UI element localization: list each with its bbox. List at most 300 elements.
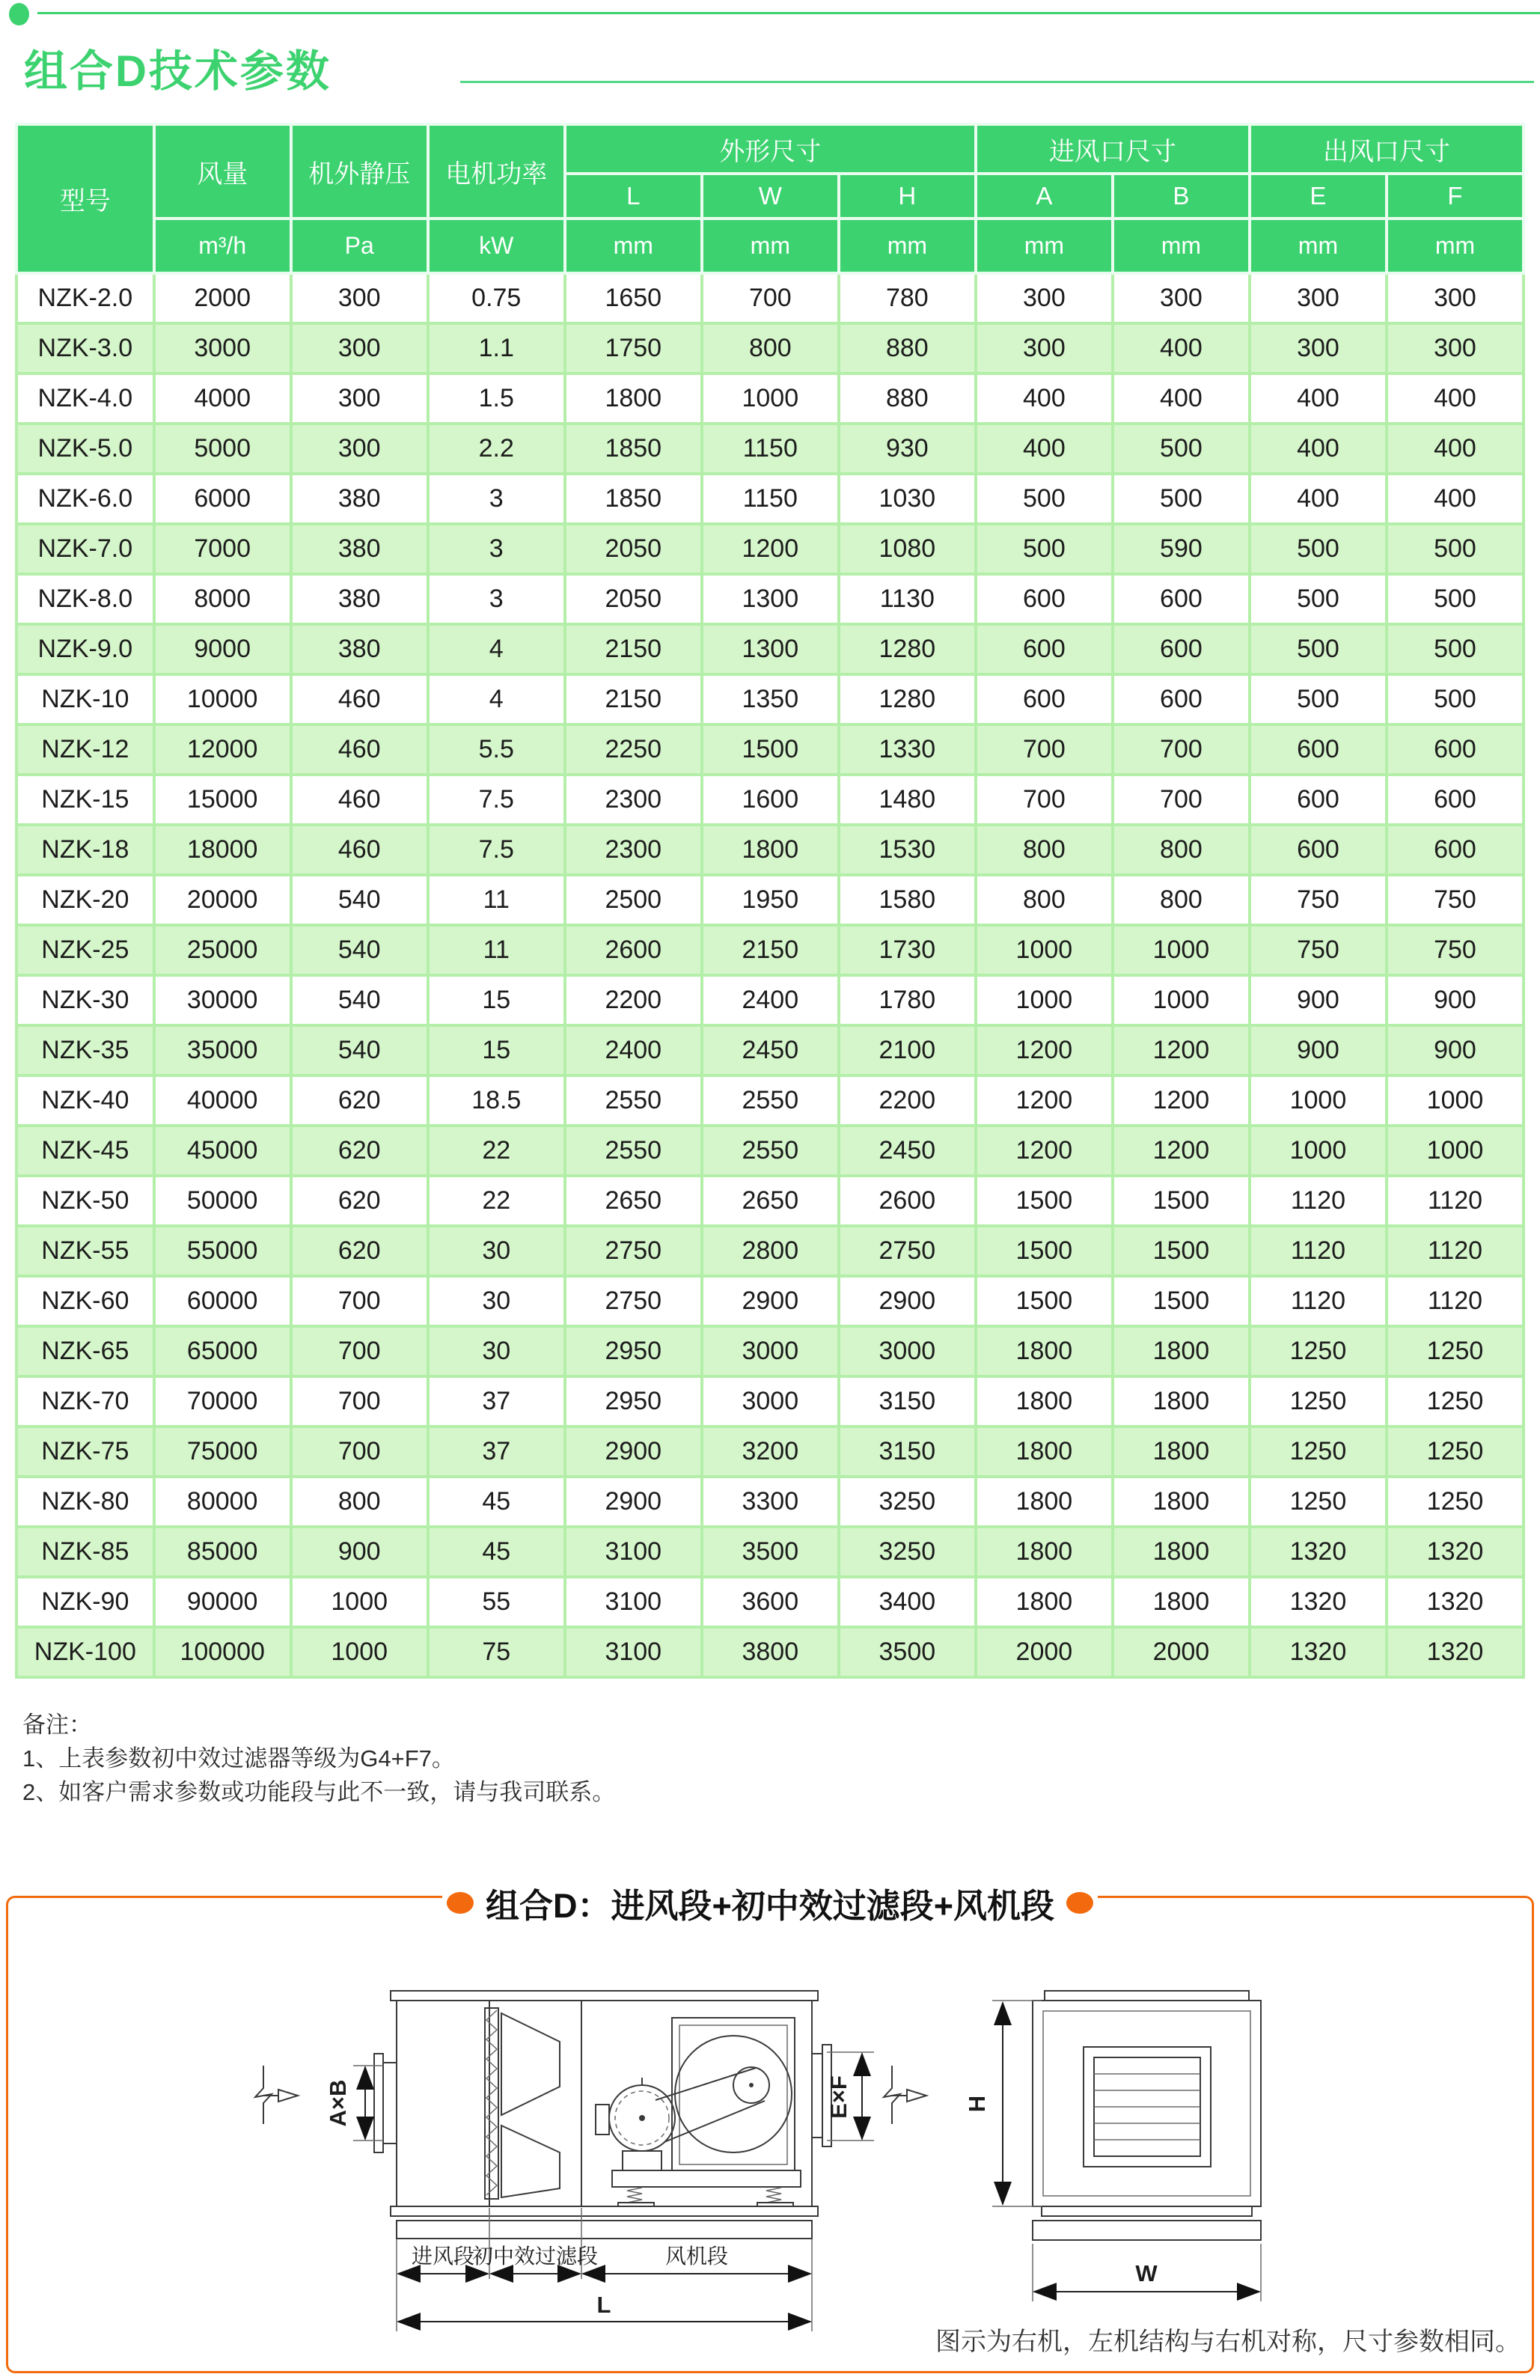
value-cell: 3500 [839, 1627, 976, 1677]
value-cell: 55000 [154, 1226, 291, 1276]
table-row [16, 574, 1524, 624]
value-cell: 3000 [839, 1326, 976, 1376]
value-cell: 900 [1250, 1025, 1387, 1075]
note-item: 2、如客户需求参数或功能段与此不一致，请与我司联系。 [22, 1779, 616, 1805]
value-cell: 1320 [1387, 1527, 1524, 1577]
value-cell: 2550 [702, 1126, 839, 1176]
value-cell: 700 [291, 1427, 428, 1477]
top-accent-dot [9, 3, 29, 25]
value-cell: 10000 [154, 674, 291, 724]
value-cell: 600 [1387, 724, 1524, 775]
value-cell: 1800 [976, 1577, 1113, 1627]
value-cell: 600 [1250, 775, 1387, 825]
spec-table [15, 123, 1525, 1679]
header-col-F: F [1387, 174, 1524, 219]
table-header [16, 124, 1524, 273]
value-cell: 7.5 [428, 775, 565, 825]
value-cell: 1500 [702, 724, 839, 775]
value-cell: 300 [1387, 323, 1524, 373]
value-cell: 2.2 [428, 424, 565, 474]
value-cell: 1800 [1113, 1326, 1250, 1376]
value-cell: 1500 [1113, 1276, 1250, 1326]
value-cell: 2950 [565, 1376, 702, 1427]
value-cell: 800 [1113, 825, 1250, 875]
value-cell: 1800 [1113, 1427, 1250, 1477]
value-cell: 3400 [839, 1577, 976, 1627]
value-cell: 1350 [702, 674, 839, 724]
value-cell: 620 [291, 1075, 428, 1126]
value-cell: 3000 [154, 323, 291, 373]
table-row [16, 975, 1524, 1025]
value-cell: 1200 [1113, 1025, 1250, 1075]
section-label-fan: 风机段 [664, 2245, 729, 2268]
model-cell: NZK-75 [16, 1427, 154, 1477]
value-cell: 2500 [565, 875, 702, 925]
value-cell: 2300 [565, 825, 702, 875]
value-cell: 1000 [1113, 925, 1250, 975]
value-cell: 1320 [1250, 1527, 1387, 1577]
table-row [16, 1075, 1524, 1126]
value-cell: 700 [1113, 775, 1250, 825]
value-cell: 2950 [565, 1326, 702, 1376]
value-cell: 500 [1387, 624, 1524, 674]
value-cell: 1000 [976, 925, 1113, 975]
value-cell: 3 [428, 524, 565, 574]
model-cell: NZK-3.0 [16, 323, 154, 373]
value-cell: 1800 [565, 373, 702, 424]
unit-mm: mm [565, 219, 702, 273]
value-cell: 1330 [839, 724, 976, 775]
value-cell: 600 [1250, 825, 1387, 875]
table-row [16, 1276, 1524, 1326]
header-dims-group: 外形尺寸 [565, 124, 976, 174]
model-cell: NZK-45 [16, 1126, 154, 1176]
value-cell: 1250 [1250, 1427, 1387, 1477]
value-cell: 1800 [976, 1527, 1113, 1577]
value-cell: 1280 [839, 624, 976, 674]
value-cell: 2200 [839, 1075, 976, 1126]
value-cell: 1800 [1113, 1477, 1250, 1527]
length-dim-label: L [596, 2292, 611, 2318]
value-cell: 3000 [702, 1326, 839, 1376]
model-cell: NZK-55 [16, 1226, 154, 1276]
front-view-drawing [884, 1991, 1261, 2240]
diagram-footnote: 图示为右机，左机结构与右机对称，尺寸参数相同。 [935, 2328, 1521, 2356]
table-row [16, 1176, 1524, 1226]
value-cell: 600 [1113, 574, 1250, 624]
value-cell: 800 [1113, 875, 1250, 925]
model-cell: NZK-90 [16, 1577, 154, 1627]
value-cell: 300 [976, 323, 1113, 373]
value-cell: 500 [1250, 524, 1387, 574]
value-cell: 37 [428, 1427, 565, 1477]
value-cell: 1200 [702, 524, 839, 574]
model-cell: NZK-85 [16, 1527, 154, 1577]
value-cell: 1030 [839, 474, 976, 524]
value-cell: 2600 [839, 1176, 976, 1226]
header-col-H: H [839, 174, 976, 219]
note-item: 1、上表参数初中效过滤器等级为G4+F7。 [22, 1745, 455, 1772]
value-cell: 1800 [976, 1477, 1113, 1527]
value-cell: 18000 [154, 825, 291, 875]
value-cell: 300 [976, 273, 1113, 323]
value-cell: 600 [976, 574, 1113, 624]
table-body [16, 273, 1524, 1677]
value-cell: 500 [1113, 474, 1250, 524]
table-row [16, 323, 1524, 373]
value-cell: 620 [291, 1226, 428, 1276]
model-cell: NZK-12 [16, 724, 154, 775]
value-cell: 3100 [565, 1627, 702, 1677]
value-cell: 800 [976, 875, 1113, 925]
value-cell: 2050 [565, 524, 702, 574]
value-cell: 65000 [154, 1326, 291, 1376]
value-cell: 540 [291, 925, 428, 975]
value-cell: 1.1 [428, 323, 565, 373]
value-cell: 37 [428, 1376, 565, 1427]
table-row [16, 624, 1524, 674]
unit-pressure: Pa [291, 219, 428, 273]
value-cell: 1580 [839, 875, 976, 925]
value-cell: 2450 [702, 1025, 839, 1075]
value-cell: 2900 [565, 1477, 702, 1527]
model-cell: NZK-2.0 [16, 273, 154, 323]
value-cell: 7000 [154, 524, 291, 574]
value-cell: 590 [1113, 524, 1250, 574]
value-cell: 1120 [1387, 1226, 1524, 1276]
model-cell: NZK-20 [16, 875, 154, 925]
table-row [16, 825, 1524, 875]
width-dim-label: W [1135, 2260, 1158, 2286]
value-cell: 1000 [702, 373, 839, 424]
value-cell: 3000 [702, 1376, 839, 1427]
model-cell: NZK-40 [16, 1075, 154, 1126]
value-cell: 540 [291, 875, 428, 925]
value-cell: 15000 [154, 775, 291, 825]
header-model: 型号 [16, 124, 154, 273]
unit-airflow: m³/h [154, 219, 291, 273]
value-cell: 1320 [1250, 1627, 1387, 1677]
value-cell: 1800 [976, 1326, 1113, 1376]
value-cell: 700 [291, 1276, 428, 1326]
model-cell: NZK-70 [16, 1376, 154, 1427]
value-cell: 2900 [565, 1427, 702, 1477]
value-cell: 3300 [702, 1477, 839, 1527]
value-cell: 500 [1387, 574, 1524, 624]
height-dim-label: H [964, 2095, 990, 2113]
value-cell: 400 [1113, 323, 1250, 373]
value-cell: 80000 [154, 1477, 291, 1527]
value-cell: 400 [1250, 373, 1387, 424]
unit-mm: mm [839, 219, 976, 273]
value-cell: 460 [291, 724, 428, 775]
model-cell: NZK-4.0 [16, 373, 154, 424]
value-cell: 600 [976, 624, 1113, 674]
value-cell: 780 [839, 273, 976, 323]
value-cell: 1800 [1113, 1527, 1250, 1577]
value-cell: 4 [428, 674, 565, 724]
table-row [16, 1427, 1524, 1477]
value-cell: 2750 [565, 1226, 702, 1276]
value-cell: 540 [291, 1025, 428, 1075]
value-cell: 2550 [702, 1075, 839, 1126]
value-cell: 1800 [976, 1427, 1113, 1477]
value-cell: 2150 [565, 674, 702, 724]
value-cell: 9000 [154, 624, 291, 674]
value-cell: 800 [976, 825, 1113, 875]
table-row [16, 524, 1524, 574]
value-cell: 1000 [1250, 1075, 1387, 1126]
table-row [16, 1477, 1524, 1527]
value-cell: 1480 [839, 775, 976, 825]
value-cell: 4000 [154, 373, 291, 424]
unit-mm: mm [1387, 219, 1524, 273]
value-cell: 3800 [702, 1627, 839, 1677]
value-cell: 1250 [1250, 1477, 1387, 1527]
unit-mm: mm [1250, 219, 1387, 273]
value-cell: 3200 [702, 1427, 839, 1477]
value-cell: 15 [428, 1025, 565, 1075]
value-cell: 1800 [1113, 1376, 1250, 1427]
value-cell: 1800 [702, 825, 839, 875]
value-cell: 45 [428, 1527, 565, 1577]
value-cell: 900 [1250, 975, 1387, 1025]
table-row [16, 1627, 1524, 1677]
value-cell: 400 [1387, 373, 1524, 424]
value-cell: 3600 [702, 1577, 839, 1627]
value-cell: 3150 [839, 1427, 976, 1477]
model-cell: NZK-7.0 [16, 524, 154, 574]
value-cell: 620 [291, 1176, 428, 1226]
value-cell: 2450 [839, 1126, 976, 1176]
value-cell: 2250 [565, 724, 702, 775]
table-row [16, 1126, 1524, 1176]
value-cell: 900 [291, 1527, 428, 1577]
table-row [16, 273, 1524, 323]
header-power: 电机功率 [428, 124, 565, 219]
value-cell: 1000 [291, 1577, 428, 1627]
value-cell: 1500 [976, 1276, 1113, 1326]
value-cell: 1950 [702, 875, 839, 925]
value-cell: 18.5 [428, 1075, 565, 1126]
diagram-title-text: 组合D：进风段+初中效过滤段+风机段 [485, 1887, 1055, 1925]
value-cell: 1730 [839, 925, 976, 975]
value-cell: 1250 [1387, 1376, 1524, 1427]
value-cell: 8000 [154, 574, 291, 624]
model-cell: NZK-60 [16, 1276, 154, 1326]
value-cell: 75 [428, 1627, 565, 1677]
value-cell: 1500 [1113, 1176, 1250, 1226]
value-cell: 700 [976, 724, 1113, 775]
value-cell: 1250 [1387, 1427, 1524, 1477]
value-cell: 35000 [154, 1025, 291, 1075]
value-cell: 3500 [702, 1527, 839, 1577]
value-cell: 12000 [154, 724, 291, 775]
value-cell: 1800 [976, 1376, 1113, 1427]
value-cell: 45 [428, 1477, 565, 1527]
value-cell: 2550 [565, 1126, 702, 1176]
value-cell: 2900 [839, 1276, 976, 1326]
value-cell: 400 [1387, 474, 1524, 524]
value-cell: 3 [428, 474, 565, 524]
unit-power: kW [428, 219, 565, 273]
value-cell: 600 [1387, 825, 1524, 875]
value-cell: 300 [1387, 273, 1524, 323]
value-cell: 1530 [839, 825, 976, 875]
value-cell: 540 [291, 975, 428, 1025]
value-cell: 85000 [154, 1527, 291, 1577]
header-col-A: A [976, 174, 1113, 219]
outlet-dim-label: E×F [825, 2075, 852, 2119]
value-cell: 1500 [1113, 1226, 1250, 1276]
value-cell: 600 [976, 674, 1113, 724]
value-cell: 5.5 [428, 724, 565, 775]
value-cell: 400 [1250, 474, 1387, 524]
value-cell: 500 [976, 524, 1113, 574]
table-row [16, 1577, 1524, 1627]
value-cell: 600 [1387, 775, 1524, 825]
value-cell: 1.5 [428, 373, 565, 424]
value-cell: 880 [839, 373, 976, 424]
header-col-B: B [1113, 174, 1250, 219]
value-cell: 460 [291, 674, 428, 724]
value-cell: 750 [1387, 925, 1524, 975]
value-cell: 1650 [565, 273, 702, 323]
model-cell: NZK-65 [16, 1326, 154, 1376]
value-cell: 880 [839, 323, 976, 373]
value-cell: 2000 [154, 273, 291, 323]
section-label-filter: 初中效过滤段 [471, 2245, 599, 2268]
table-row [16, 1226, 1524, 1276]
value-cell: 500 [1250, 674, 1387, 724]
page-title: 组合D技术参数 [24, 47, 331, 96]
header-outlet-group: 出风口尺寸 [1250, 124, 1524, 174]
table-row [16, 424, 1524, 474]
value-cell: 400 [1387, 424, 1524, 474]
value-cell: 30 [428, 1226, 565, 1276]
value-cell: 700 [702, 273, 839, 323]
value-cell: 1120 [1250, 1226, 1387, 1276]
value-cell: 700 [976, 775, 1113, 825]
value-cell: 620 [291, 1126, 428, 1176]
value-cell: 600 [1113, 674, 1250, 724]
value-cell: 2000 [976, 1627, 1113, 1677]
model-cell: NZK-80 [16, 1477, 154, 1527]
value-cell: 2650 [702, 1176, 839, 1226]
value-cell: 750 [1250, 875, 1387, 925]
value-cell: 2750 [839, 1226, 976, 1276]
value-cell: 60000 [154, 1276, 291, 1326]
value-cell: 2100 [839, 1025, 976, 1075]
value-cell: 1000 [1387, 1126, 1524, 1176]
value-cell: 800 [291, 1477, 428, 1527]
value-cell: 30 [428, 1276, 565, 1326]
value-cell: 500 [1387, 674, 1524, 724]
header-col-L: L [565, 174, 702, 219]
inlet-dim-label: A×B [325, 2079, 351, 2127]
value-cell: 1150 [702, 424, 839, 474]
table-row [16, 1376, 1524, 1427]
model-cell: NZK-100 [16, 1627, 154, 1677]
value-cell: 1000 [1250, 1126, 1387, 1176]
value-cell: 11 [428, 875, 565, 925]
ahu-diagram [0, 1894, 1540, 2380]
table-row [16, 373, 1524, 424]
value-cell: 1750 [565, 323, 702, 373]
notes [22, 1708, 615, 1809]
model-cell: NZK-9.0 [16, 624, 154, 674]
value-cell: 4 [428, 624, 565, 674]
value-cell: 1200 [1113, 1126, 1250, 1176]
value-cell: 700 [291, 1376, 428, 1427]
value-cell: 1000 [1387, 1075, 1524, 1126]
unit-mm: mm [976, 219, 1113, 273]
table-row [16, 724, 1524, 775]
value-cell: 2000 [1113, 1627, 1250, 1677]
model-cell: NZK-35 [16, 1025, 154, 1075]
title-underline [460, 81, 1534, 83]
table-row [16, 474, 1524, 524]
value-cell: 1080 [839, 524, 976, 574]
value-cell: 400 [1113, 373, 1250, 424]
value-cell: 20000 [154, 875, 291, 925]
value-cell: 7.5 [428, 825, 565, 875]
value-cell: 1000 [976, 975, 1113, 1025]
value-cell: 2150 [702, 925, 839, 975]
value-cell: 380 [291, 524, 428, 574]
value-cell: 6000 [154, 474, 291, 524]
value-cell: 1320 [1250, 1577, 1387, 1627]
value-cell: 3250 [839, 1527, 976, 1577]
value-cell: 50000 [154, 1176, 291, 1226]
value-cell: 1250 [1250, 1376, 1387, 1427]
value-cell: 1200 [1113, 1075, 1250, 1126]
value-cell: 300 [291, 373, 428, 424]
value-cell: 1280 [839, 674, 976, 724]
value-cell: 2400 [702, 975, 839, 1025]
value-cell: 460 [291, 825, 428, 875]
table-row [16, 674, 1524, 724]
value-cell: 1300 [702, 574, 839, 624]
value-cell: 2900 [702, 1276, 839, 1326]
value-cell: 1130 [839, 574, 976, 624]
model-cell: NZK-5.0 [16, 424, 154, 474]
value-cell: 500 [1113, 424, 1250, 474]
value-cell: 1120 [1387, 1176, 1524, 1226]
model-cell: NZK-10 [16, 674, 154, 724]
value-cell: 300 [291, 273, 428, 323]
header-col-E: E [1250, 174, 1387, 219]
value-cell: 3150 [839, 1376, 976, 1427]
front-view-dimensions [964, 2001, 1261, 2301]
value-cell: 1850 [565, 474, 702, 524]
value-cell: 1250 [1387, 1326, 1524, 1376]
table-row [16, 775, 1524, 825]
value-cell: 300 [1113, 273, 1250, 323]
value-cell: 1500 [976, 1176, 1113, 1226]
value-cell: 1120 [1250, 1176, 1387, 1226]
value-cell: 5000 [154, 424, 291, 474]
model-cell: NZK-6.0 [16, 474, 154, 524]
value-cell: 2400 [565, 1025, 702, 1075]
value-cell: 1000 [291, 1627, 428, 1677]
header-pressure: 机外静压 [291, 124, 428, 219]
value-cell: 2300 [565, 775, 702, 825]
value-cell: 500 [976, 474, 1113, 524]
value-cell: 15 [428, 975, 565, 1025]
value-cell: 1200 [976, 1025, 1113, 1075]
value-cell: 500 [1387, 524, 1524, 574]
